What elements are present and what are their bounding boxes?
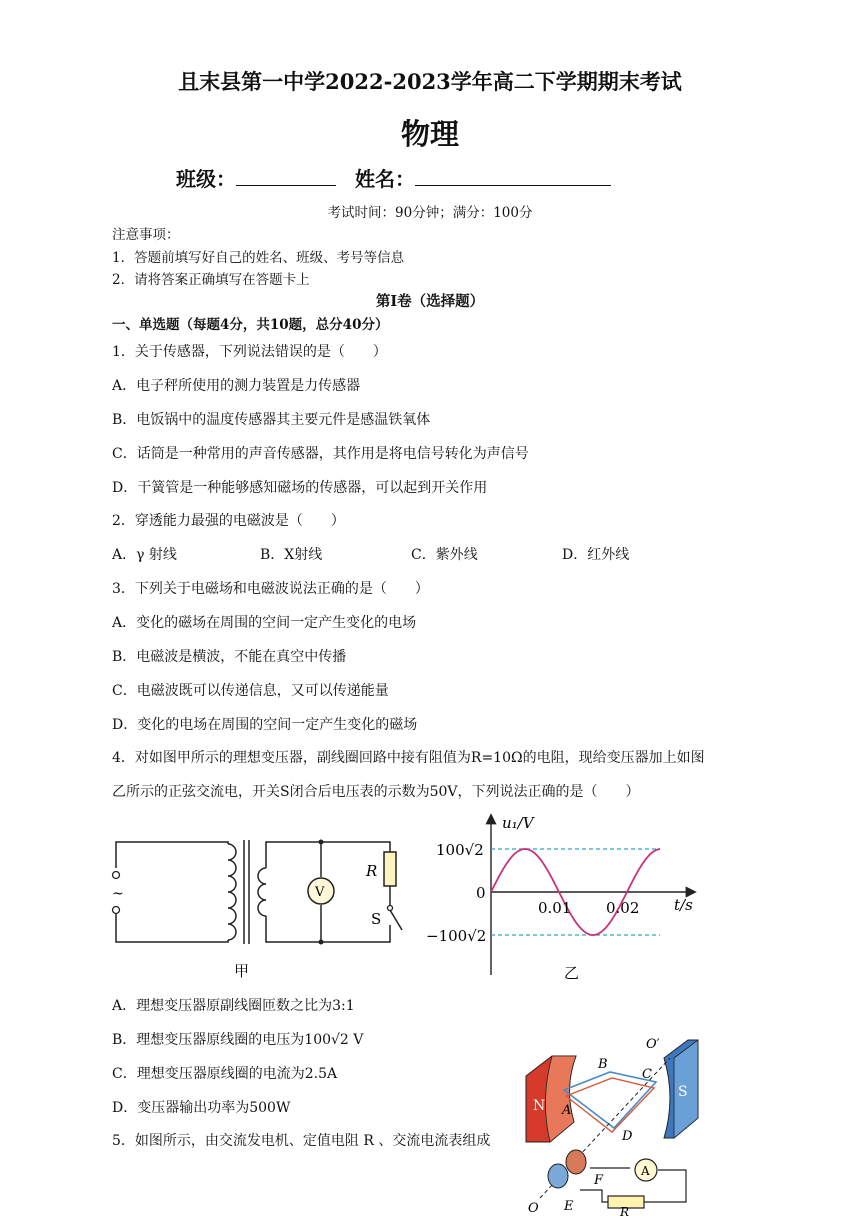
question-1-option-a[interactable]: A．电子秤所使用的测力装置是力传感器 <box>112 378 361 394</box>
ac-generator-figure <box>520 1030 720 1216</box>
question-2-option-d[interactable]: D．红外线 <box>562 547 630 563</box>
question-1-option-d[interactable]: D．干簧管是一种能够感知磁场的传感器，可以起到开关作用 <box>112 480 488 496</box>
label-c: C <box>642 1067 652 1082</box>
section-title: 第I卷（选择题） <box>375 293 485 310</box>
label-f: F <box>594 1173 604 1188</box>
label-r: R <box>620 1205 630 1216</box>
question-1-option-b[interactable]: B．电饭锅中的温度传感器其主要元件是感温铁氧体 <box>112 412 431 428</box>
student-info-fields <box>176 163 611 192</box>
label-d: D <box>622 1129 633 1144</box>
ammeter-label: A <box>641 1164 650 1178</box>
exam-info: 考试时间：90分钟；满分：100分 <box>327 205 533 221</box>
label-b: B <box>598 1057 608 1072</box>
label-o: O <box>528 1201 539 1216</box>
exam-title: 且末县第一中学2022-2023学年高二下学期期末考试 <box>178 69 682 94</box>
y-axis-label: u₁/V <box>502 814 534 832</box>
note-item: 2．请将答案正确填写在答题卡上 <box>112 272 310 288</box>
label-o-prime: O′ <box>646 1037 660 1052</box>
label-a: A <box>562 1103 572 1118</box>
name-blank[interactable] <box>415 167 611 186</box>
ac-source-symbol: ~ <box>112 886 124 902</box>
notes-heading: 注意事项： <box>112 227 180 243</box>
magnet-n-label: N <box>533 1098 546 1114</box>
class-blank[interactable] <box>236 167 336 186</box>
resistor-label: R <box>366 862 378 880</box>
tick-label-x1: 0.01 <box>538 899 572 917</box>
question-3-option-c[interactable]: C．电磁波既可以传递信息，又可以传递能量 <box>112 683 389 699</box>
tick-label-x2: 0.02 <box>606 899 640 917</box>
question-3-option-a[interactable]: A．变化的磁场在周围的空间一定产生变化的电场 <box>112 615 417 631</box>
transformer-circuit-figure <box>108 830 408 982</box>
question-4-option-a[interactable]: A．理想变压器原副线圈匝数之比为3:1 <box>112 998 355 1014</box>
question-1-stem: 1．关于传感器，下列说法错误的是（ ） <box>112 344 387 360</box>
magnet-s-label: S <box>678 1084 688 1100</box>
class-label: 班级： <box>176 167 236 191</box>
question-4-stem-line-1: 4．对如图甲所示的理想变压器，副线圈回路中接有阻值为R=10Ω的电阻，现给变压器加上如图 <box>112 750 705 766</box>
question-3-stem: 3．下列关于电磁场和电磁波说法正确的是（ ） <box>112 581 429 597</box>
question-2-option-c[interactable]: C．紫外线 <box>411 547 478 563</box>
voltmeter-label: V <box>315 885 325 900</box>
x-axis-label: t/s <box>674 896 693 914</box>
question-3-option-d[interactable]: D．变化的电场在周围的空间一定产生变化的磁场 <box>112 717 418 733</box>
tick-label-top: 100√2 <box>436 841 484 859</box>
tick-label-bottom: −100√2 <box>426 927 487 945</box>
sine-voltage-graph <box>420 810 710 985</box>
question-5-stem: 5．如图所示，由交流发电机、定值电阻 R 、交流电流表组成 <box>112 1133 491 1149</box>
label-e: E <box>564 1199 574 1214</box>
question-4-option-c[interactable]: C．理想变压器原线圈的电流为2.5A <box>112 1066 338 1082</box>
switch-label: S <box>371 910 382 928</box>
question-2-option-a[interactable]: A．γ 射线 <box>112 547 177 563</box>
question-4-option-b[interactable]: B．理想变压器原线圈的电压为100√2 V <box>112 1032 364 1048</box>
subject-title: 物理 <box>400 117 459 151</box>
question-1-option-c[interactable]: C．话筒是一种常用的声音传感器，其作用是将电信号转化为声信号 <box>112 446 529 462</box>
question-3-option-b[interactable]: B．电磁波是横波，不能在真空中传播 <box>112 649 347 665</box>
figure-caption-jia: 甲 <box>234 962 250 980</box>
figure-caption-yi: 乙 <box>564 964 580 982</box>
question-4-option-d[interactable]: D．变压器输出功率为500W <box>112 1100 291 1116</box>
name-label: 姓名： <box>354 167 415 191</box>
tick-label-zero: 0 <box>476 884 486 902</box>
question-4-stem-line-2: 乙所示的正弦交流电，开关S闭合后电压表的示数为50V，下列说法正确的是（ ） <box>112 784 640 800</box>
question-2-option-b[interactable]: B．X射线 <box>260 547 323 563</box>
question-2-stem: 2．穿透能力最强的电磁波是（ ） <box>112 513 345 529</box>
note-item: 1．答题前填写好自己的姓名、班级、考号等信息 <box>112 250 405 266</box>
part-title: 一、单选题（每题4分，共10题，总分40分） <box>112 317 389 333</box>
